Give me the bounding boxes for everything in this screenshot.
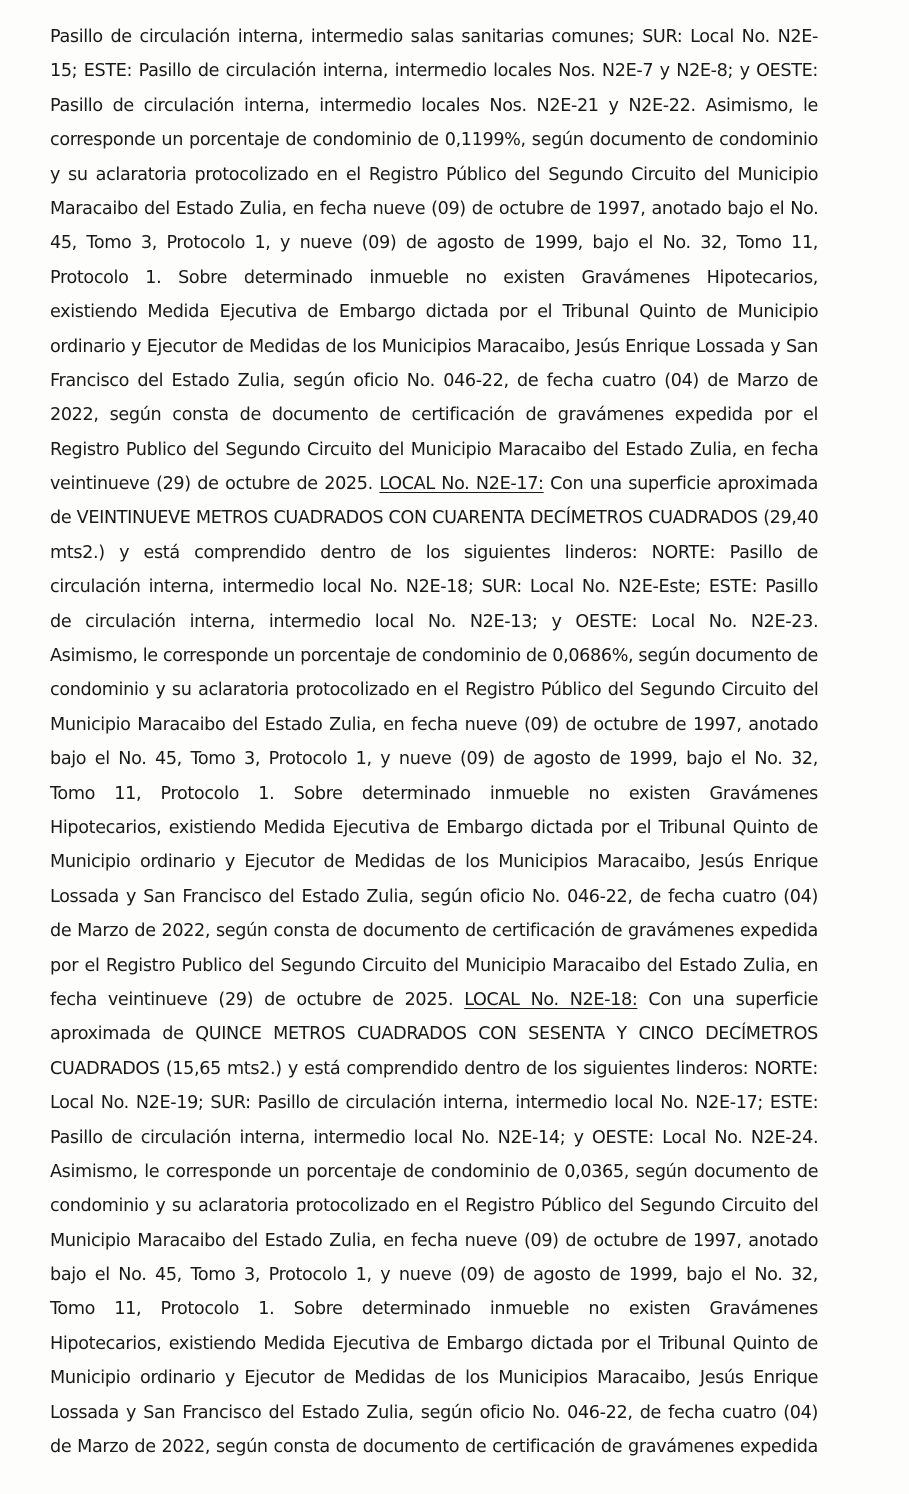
text-line: Maracaibo del Estado Zulia, en fecha nueve (09) de octubre de 1997, anotado bajo el No. (50, 198, 819, 219)
text-line: bajo el No. 45, Tomo 3, Protocolo 1, y nueve (09) de agosto de 1999, bajo el No. 32, (50, 749, 818, 770)
underlined-local-heading: LOCAL No. N2E-17: (379, 474, 544, 495)
text-line: Municipio ordinario y Ejecutor de Medidas de los Municipios Maracaibo, Jesús Enrique (50, 852, 819, 873)
text-line-segment: Con una superficie aproximada (543, 474, 819, 495)
text-line: Hipotecarios, existiendo Medida Ejecutiva de Embargo dictada por el Tribunal Quinto de (50, 1333, 819, 1354)
text-line: Tomo 11, Protocolo 1. Sobre determinado inmueble no existen Gravámenes (50, 1299, 818, 1320)
text-line-segment: Con una superficie (637, 989, 819, 1010)
text-line: circulación interna, intermedio local No. N2E-18; SUR: Local No. N2E-Este; ESTE: Pasillo (50, 577, 818, 598)
text-line: por el Registro Publico del Segundo Circuito del Municipio Maracaibo del Estado Zulia, en (50, 955, 818, 976)
text-line: 45, Tomo 3, Protocolo 1, y nueve (09) de agosto de 1999, bajo el No. 32, Tomo 11, (50, 233, 819, 254)
text-line: de Marzo de 2022, según consta de documento de certificación de gravámenes expedida (50, 921, 818, 942)
text-line: bajo el No. 45, Tomo 3, Protocolo 1, y nueve (09) de agosto de 1999, bajo el No. 32, (50, 1265, 818, 1286)
text-line: Local No. N2E-19; SUR: Pasillo de circulación interna, intermedio local No. N2E-17; ESTE: (50, 1093, 819, 1114)
text-line: ordinario y Ejecutor de Medidas de los Municipios Maracaibo, Jesús Enrique Lossada y San (50, 336, 819, 357)
text-line: 15; ESTE: Pasillo de circulación interna, intermedio locales Nos. N2E-7 y N2E-8; y OESTE: (50, 61, 818, 82)
text-line (50, 467, 818, 501)
text-line: Asimismo, le corresponde un porcentaje de condominio de 0,0365, según documento de (50, 1161, 819, 1182)
text-line: mts2.) y está comprendido dentro de los siguientes linderos: NORTE: Pasillo de (50, 542, 818, 563)
text-line: Municipio Maracaibo del Estado Zulia, en fecha nueve (09) de octubre de 1997, anotado (50, 1230, 819, 1251)
text-line: condominio y su aclaratoria protocolizado en el Registro Público del Segundo Circuito del (50, 680, 819, 701)
text-line: Protocolo 1. Sobre determinado inmueble no existen Gravámenes Hipotecarios, (50, 267, 818, 288)
text-line: Asimismo, le corresponde un porcentaje de condominio de 0,0686%, según documento de (50, 646, 818, 667)
text-line: condominio y su aclaratoria protocolizado en el Registro Público del Segundo Circuito del (50, 1196, 819, 1217)
text-line: de VEINTINUEVE METROS CUADRADOS CON CUARENTA DECÍMETROS CUADRADOS (29,40 (50, 508, 819, 529)
text-line: corresponde un porcentaje de condominio de 0,1199%, según documento de condominio (50, 130, 818, 151)
text-line: Pasillo de circulación interna, intermedio locales Nos. N2E-21 y N2E-22. Asimismo, le (50, 95, 818, 116)
text-line: aproximada de QUINCE METROS CUADRADOS CON SESENTA Y CINCO DECÍMETROS (50, 1024, 818, 1045)
text-line: existiendo Medida Ejecutiva de Embargo dictada por el Tribunal Quinto de Municipio (50, 302, 819, 323)
text-line: Francisco del Estado Zulia, según oficio No. 046-22, de fecha cuatro (04) de Marzo de (50, 370, 818, 391)
text-line: Tomo 11, Protocolo 1. Sobre determinado inmueble no existen Gravámenes (50, 783, 818, 804)
text-line: Registro Publico del Segundo Circuito del Municipio Maracaibo del Estado Zulia, en fecha (50, 439, 819, 460)
text-line: Pasillo de circulación interna, intermedio local No. N2E-14; y OESTE: Local No. N2E-24. (50, 1127, 819, 1148)
text-line: Lossada y San Francisco del Estado Zulia, según oficio No. 046-22, de fecha cuatro (04) (50, 886, 818, 907)
text-line: 2022, según consta de documento de certificación de gravámenes expedida por el (50, 405, 818, 426)
text-line: Municipio Maracaibo del Estado Zulia, en fecha nueve (09) de octubre de 1997, anotado (50, 714, 819, 735)
text-line: Municipio ordinario y Ejecutor de Medidas de los Municipios Maracaibo, Jesús Enrique (50, 1368, 819, 1389)
text-line (50, 983, 818, 1017)
text-line: Hipotecarios, existiendo Medida Ejecutiva de Embargo dictada por el Tribunal Quinto de (50, 817, 819, 838)
text-line-segment: fecha veintinueve (29) de octubre de 2025. (50, 989, 465, 1010)
text-line: de circulación interna, intermedio local No. N2E-13; y OESTE: Local No. N2E-23. (50, 611, 819, 632)
underlined-local-heading: LOCAL No. N2E-18: (464, 989, 638, 1010)
text-line-segment: veintinueve (29) de octubre de 2025. (50, 474, 380, 495)
text-line: Pasillo de circulación interna, intermedio salas sanitarias comunes; SUR: Local No. N2E- (50, 27, 818, 47)
text-line: CUADRADOS (15,65 mts2.) y está comprendido dentro de los siguientes linderos: NORTE: (50, 1058, 818, 1079)
text-line: y su aclaratoria protocolizado en el Registro Público del Segundo Circuito del Municipio (50, 164, 819, 185)
document-body-text (50, 20, 818, 1464)
text-line: de Marzo de 2022, según consta de documento de certificación de gravámenes expedida (50, 1437, 818, 1458)
text-line: Lossada y San Francisco del Estado Zulia, según oficio No. 046-22, de fecha cuatro (04) (50, 1402, 818, 1423)
